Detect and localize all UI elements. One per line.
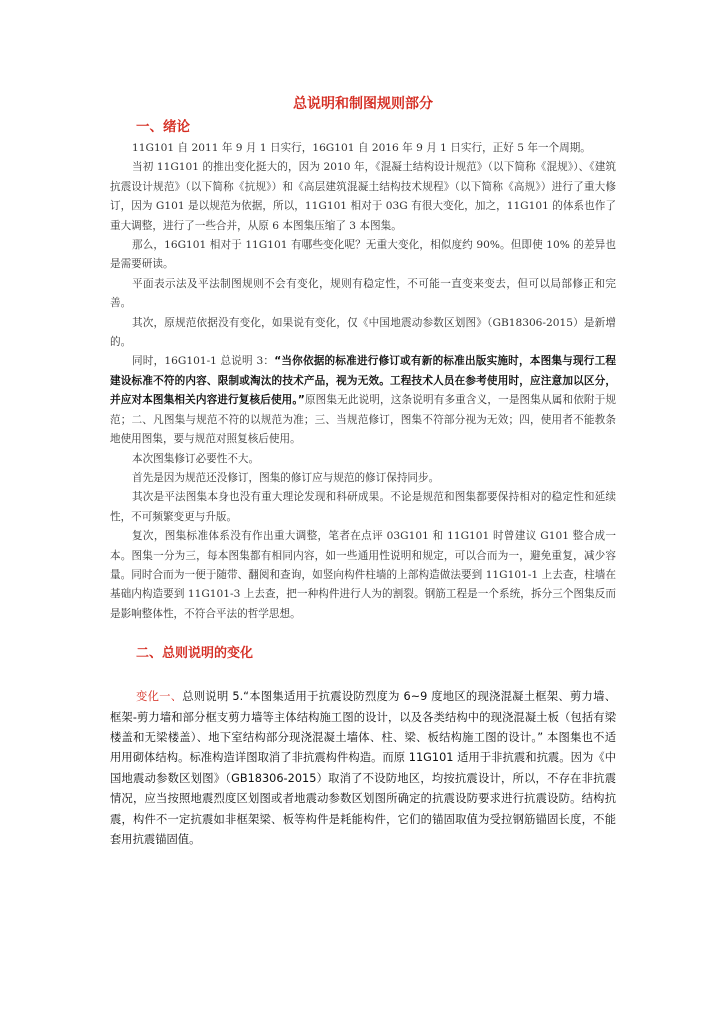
note-quote-bold: “当你依据的标准进行修订或有新的标准出版实施时，本图集与现行工程建设标准不符的内容、限制或淘汰的技术产品，视为无效。工程技术人员在参考使用时，应注意加以区分，并应对本图集相关内容进行复核后使用。” (110, 355, 616, 407)
note-lead: 同时，16G101-1 总说明 3： (132, 355, 275, 368)
paragraph: 复次，图集标准体系没有作出重大调整，笔者在点评 03G101 和 11G101 时曾建议 G101 整合成一本。图集一分为三，每本图集都有相同内容，如一些通用性说明和规定，可以合而为一，避免重复，减少容量。同时合而为一便于随带、翻阅和查询，如竖向构件柱墙的上部构造做法要到 11G101-1 上去查，柱墙在基础内构造要到 11G101-3 上去查，把一种构件进行人为的割裂。钢筋工程是一个系统，拆分三个图集反而是影响整体性，不符合平法的哲学思想。 (110, 530, 616, 620)
paragraph: 当初 11G101 的推出变化挺大的，因为 2010 年，《混凝土结构设计规范》（以下简称《混规》）、《建筑抗震设计规范》（以下简称《抗规》）和《高层建筑混凝土结构技术规程》（以下简称《高规》）进行了重大修订，因为 G101 是以规范为依据，所以，11G101 相对于 03G 有很大变化，加之，11G101 的体系也作了重大调整，进行了一些合并，从原 6 本图集压缩了 3 本图集。 (110, 161, 616, 232)
change-one-paragraph (110, 687, 616, 850)
paragraph: 其次，原规范依据没有变化，如果说有变化，仅《中国地震动参数区划图》（GB18306-2015）是新增的。 (110, 316, 616, 349)
section-heading-introduction: 一、绪论 (136, 119, 190, 135)
paragraph-general-note-3 (110, 352, 616, 449)
change-one-text: 总则说明 5.“本图集适用于抗震设防烈度为 6~9 度地区的现浇混凝土框架、剪力墙、框架-剪力墙和部分框支剪力墙等主体结构施工图的设计，以及各类结构中的现浇混凝土板（包括有梁楼盖和无梁楼盖）、地下室结构部分现浇混凝土墙体、柱、梁、板结构施工图的设计。” 本图集也不适用用砌体结构。标准构造详图取消了非抗震构件构造。而原 11G101 适用于非抗震和抗震。因为《中国地震动参数区划图》（GB18306-2015）取消了不设防地区，均按抗震设计，所以，不存在非抗震情况，应当按照地震烈度区划图或者地震动参数区划图所确定的抗震设防要求进行抗震设防。结构抗震，构件不一定抗震如非框架梁、板等构件是耗能构件，它们的锚固取值为受拉钢筋锚固长度，不能套用抗震锚固值。 (110, 690, 616, 846)
paragraph: 那么，16G101 相对于 11G101 有哪些变化呢？无重大变化，相似度约 90%。但即使 10% 的差异也是需要研读。 (110, 239, 616, 271)
paragraph: 首先是因为规范还没修订，图集的修订应与规范的修订保持同步。 (132, 471, 440, 484)
paragraph: 其次是平法图集本身也没有重大理论发现和科研成果。不论是规范和图集都要保持相对的稳定性和延续性，不可频繁变更与升版。 (110, 491, 616, 523)
document-page (110, 94, 616, 850)
paragraph: 本次图集修订必要性不大。 (132, 452, 260, 465)
change-one-label: 变化一、 (136, 690, 183, 704)
paragraph: 11G101 自 2011 年 9 月 1 日实行，16G101 自 2016 年 9 月 1 日实行，正好 5 年一个周期。 (132, 142, 591, 154)
section-heading-general-changes: 二、总则说明的变化 (136, 646, 254, 662)
paragraph: 平面表示法及平法制图规则不会有变化，规则有稳定性，不可能一直变来变去，但可以局部修正和完善。 (110, 277, 616, 310)
document-title: 总说明和制图规则部分 (293, 96, 433, 112)
note-tail: 原图集无此说明，这条说明有多重含义，一是图集从属和依附于规范；二、凡图集与规范不符的以规范为准；三、当规范修订，图集不符部分视为无效；四，使用者不能教条地使用图集，要与规范对照复核后使用。 (110, 394, 616, 446)
